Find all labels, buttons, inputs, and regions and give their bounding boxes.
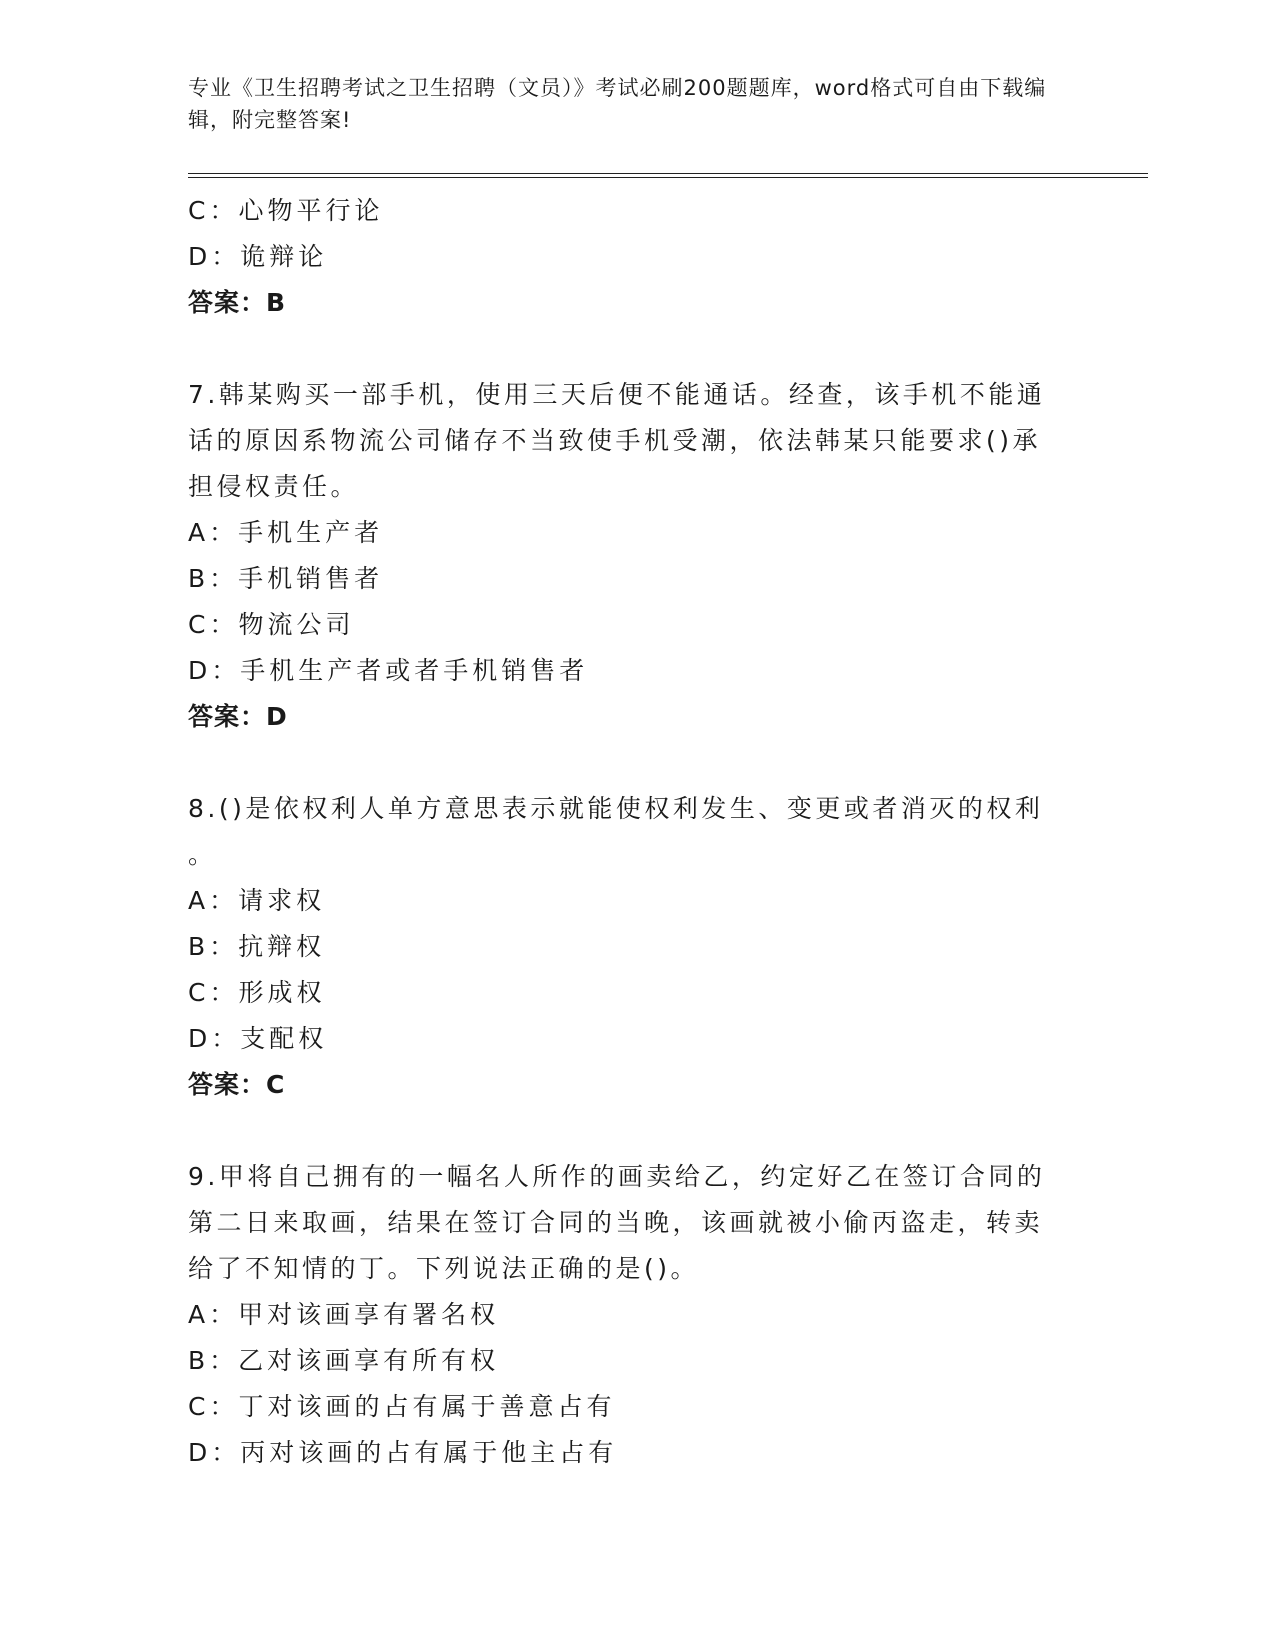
option-a: A：请求权 bbox=[188, 886, 326, 915]
document-page bbox=[188, 72, 1148, 1476]
option-b: B：乙对该画享有所有权 bbox=[188, 1346, 500, 1375]
option-a: A：手机生产者 bbox=[188, 518, 384, 547]
option-b: B：手机销售者 bbox=[188, 564, 384, 593]
option-b: B：抗辩权 bbox=[188, 932, 326, 961]
option-c: C：丁对该画的占有属于善意占有 bbox=[188, 1392, 616, 1421]
option-d: D：丙对该画的占有属于他主占有 bbox=[188, 1438, 618, 1467]
answer-label: 答案：C bbox=[188, 1070, 286, 1099]
question-stem-line: 。 bbox=[188, 840, 217, 869]
question-8 bbox=[188, 786, 1068, 1108]
question-stem-line: 担侵权责任。 bbox=[188, 472, 360, 501]
option-a: A：甲对该画享有署名权 bbox=[188, 1300, 500, 1329]
question-list bbox=[188, 188, 1068, 1476]
question-stem-line: 7.韩某购买一部手机，使用三天后便不能通话。经查，该手机不能通 bbox=[188, 380, 1046, 409]
option-d: D：支配权 bbox=[188, 1024, 328, 1053]
header-rule-top bbox=[188, 173, 1148, 174]
option-d: D：手机生产者或者手机销售者 bbox=[188, 656, 589, 685]
question-9 bbox=[188, 1154, 1068, 1476]
question-stem-line: 9.甲将自己拥有的一幅名人所作的画卖给乙，约定好乙在签订合同的 bbox=[188, 1162, 1046, 1191]
header-rule-bottom bbox=[188, 177, 1148, 178]
answer-label: 答案：B bbox=[188, 288, 287, 317]
question-stem-line: 给了不知情的丁。下列说法正确的是()。 bbox=[188, 1254, 700, 1283]
option-c: C：心物平行论 bbox=[188, 196, 384, 225]
option-c: C：形成权 bbox=[188, 978, 326, 1007]
option-d: D：诡辩论 bbox=[188, 242, 328, 271]
question-6-tail bbox=[188, 188, 1068, 326]
answer-label: 答案：D bbox=[188, 702, 288, 731]
question-stem-line: 8.()是依权利人单方意思表示就能使权利发生、变更或者消灭的权利 bbox=[188, 794, 1044, 823]
question-stem-line: 第二日来取画，结果在签订合同的当晚，该画就被小偷丙盗走，转卖 bbox=[188, 1208, 1044, 1237]
option-c: C：物流公司 bbox=[188, 610, 355, 639]
question-7 bbox=[188, 372, 1068, 740]
page-header: 专业《卫生招聘考试之卫生招聘（文员）》考试必刷200题题库，word格式可自由下载编辑，附完整答案! bbox=[188, 76, 1047, 132]
question-stem-line: 话的原因系物流公司储存不当致使手机受潮，依法韩某只能要求()承 bbox=[188, 426, 1042, 455]
